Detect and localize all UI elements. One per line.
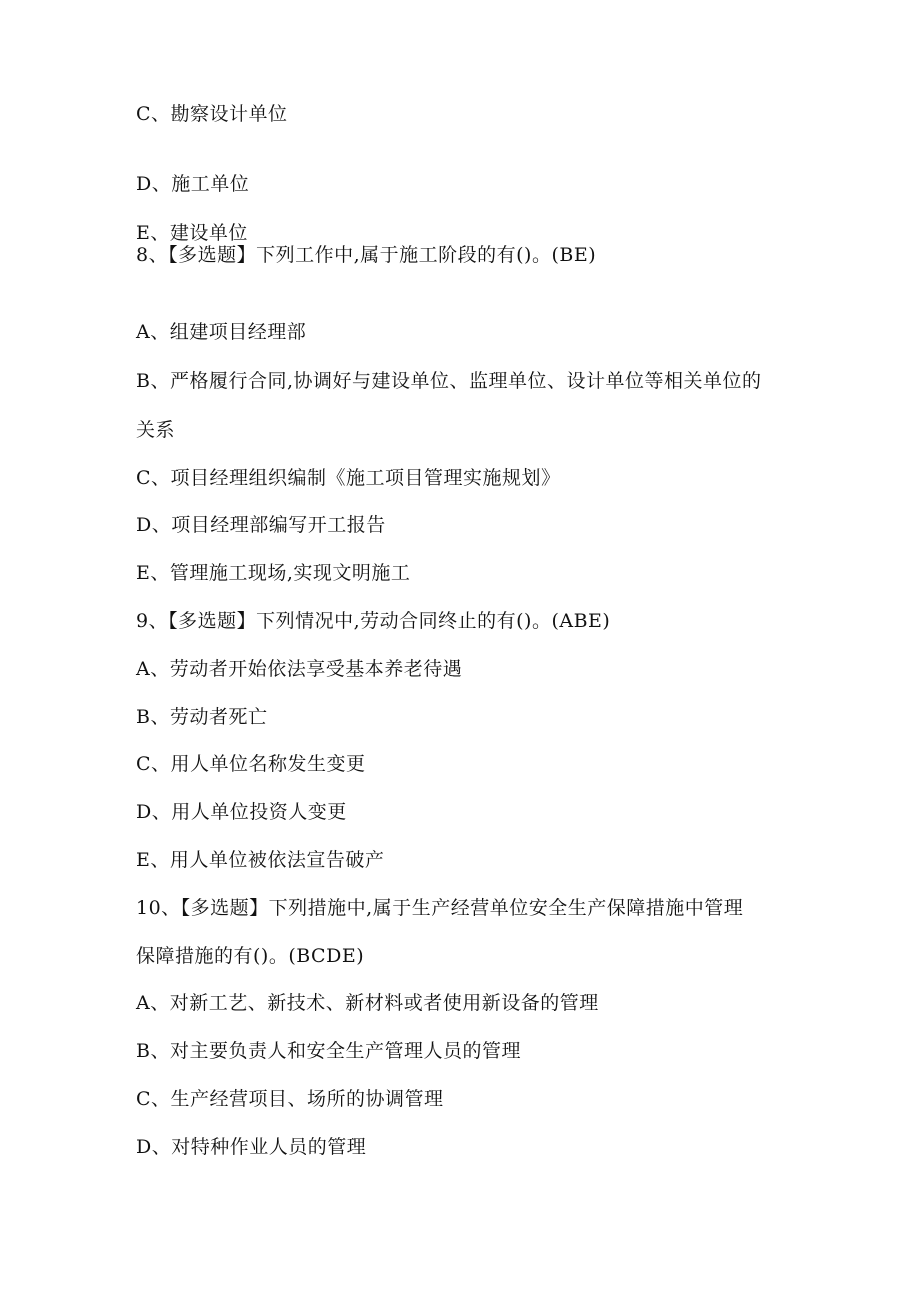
- q7-option-e: E、建设单位: [136, 222, 248, 244]
- q10-option-b: B、对主要负责人和安全生产管理人员的管理: [136, 1040, 521, 1062]
- q10-option-a: A、对新工艺、新技术、新材料或者使用新设备的管理: [136, 992, 599, 1014]
- q7-option-c: C、勘察设计单位: [136, 103, 288, 125]
- q8-option-b: B、严格履行合同,协调好与建设单位、监理单位、设计单位等相关单位的: [136, 370, 762, 392]
- question-10-continued: 保障措施的有()。(BCDE): [136, 945, 365, 967]
- q8-option-c: C、项目经理组织编制《施工项目管理实施规划》: [136, 467, 561, 489]
- q8-option-d: D、项目经理部编写开工报告: [136, 514, 386, 536]
- question-9: 9、【多选题】下列情况中,劳动合同终止的有()。(ABE): [136, 610, 611, 632]
- question-8: 8、【多选题】下列工作中,属于施工阶段的有()。(BE): [136, 244, 597, 266]
- q9-option-e: E、用人单位被依法宣告破产: [136, 849, 385, 871]
- q9-option-d: D、用人单位投资人变更: [136, 801, 347, 823]
- q9-option-a: A、劳动者开始依法享受基本养老待遇: [136, 658, 463, 680]
- q8-option-e: E、管理施工现场,实现文明施工: [136, 562, 411, 584]
- question-10: 10、【多选题】下列措施中,属于生产经营单位安全生产保障措施中管理: [136, 897, 744, 919]
- q10-option-c: C、生产经营项目、场所的协调管理: [136, 1088, 444, 1110]
- q9-option-b: B、劳动者死亡: [136, 706, 268, 728]
- q8-option-a: A、组建项目经理部: [136, 321, 307, 343]
- q7-option-d: D、施工单位: [136, 173, 250, 195]
- q8-option-b-continued: 关系: [136, 419, 176, 441]
- q10-option-d: D、对特种作业人员的管理: [136, 1136, 367, 1158]
- q9-option-c: C、用人单位名称发生变更: [136, 753, 366, 775]
